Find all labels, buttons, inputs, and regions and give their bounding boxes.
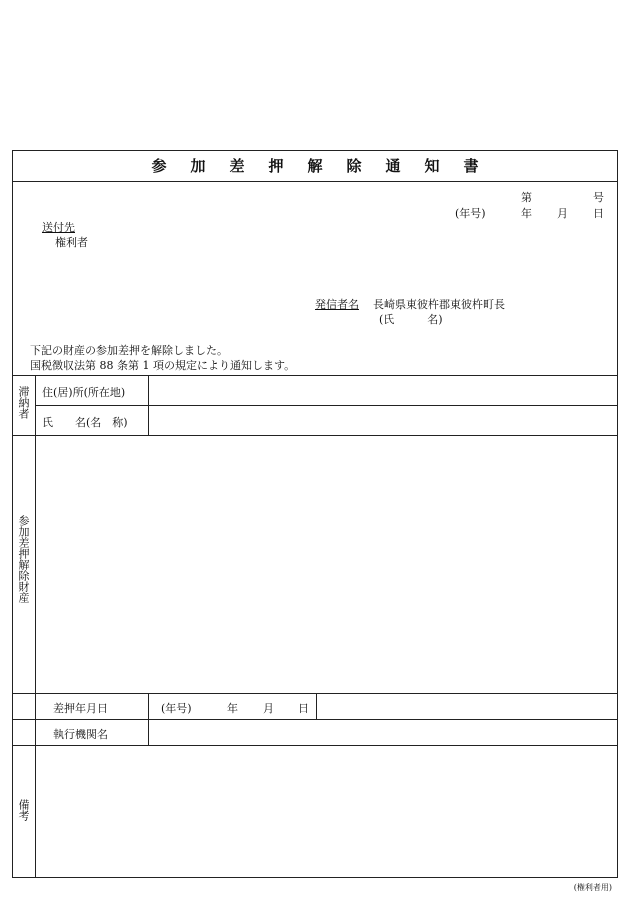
form-title: 参加差押解除通知書 xyxy=(151,157,503,175)
divider xyxy=(13,719,617,720)
doc-number-dai: 第 xyxy=(521,191,532,204)
seizure-date-day: 日 xyxy=(298,702,309,715)
seizure-date-year: 年 xyxy=(227,702,238,715)
divider xyxy=(13,435,617,436)
seizure-date-month: 月 xyxy=(263,702,274,715)
agency-label: 執行機関名 xyxy=(53,728,108,741)
divider xyxy=(13,375,617,376)
address-label: 住(居)所(所在地) xyxy=(42,386,126,399)
date-month: 月 xyxy=(557,207,568,220)
recipient-name: 権利者 xyxy=(55,236,88,249)
seizure-date-end-divider xyxy=(316,693,317,719)
name-label: 氏 名(名 称) xyxy=(42,416,128,429)
sender-shimei: (氏 名) xyxy=(379,313,443,326)
date-day: 日 xyxy=(593,207,604,220)
side-column-divider xyxy=(35,375,36,877)
divider xyxy=(13,745,617,746)
date-year: 年 xyxy=(521,207,532,220)
sender-label: 発信者名 xyxy=(315,298,359,311)
sender-name: 長崎県東彼杵郡東彼杵町長 xyxy=(373,298,505,311)
property-side-label: 参加差押解除財産 xyxy=(17,515,30,603)
seizure-date-label: 差押年月日 xyxy=(53,702,108,715)
remarks-side-label: 備考 xyxy=(17,799,30,821)
recipient-label: 送付先 xyxy=(42,221,75,234)
body-line-2: 国税徴収法第 88 条第 1 項の規定により通知します。 xyxy=(30,359,296,372)
body-line-1: 下記の財産の参加差押を解除しました。 xyxy=(30,344,228,357)
copy-designation: (権利者用) xyxy=(573,883,612,892)
notice-form xyxy=(12,150,618,878)
divider xyxy=(13,181,617,182)
divider xyxy=(13,693,617,694)
doc-number-go: 号 xyxy=(593,191,604,204)
seizure-date-era: (年号) xyxy=(161,702,192,715)
delinquent-side-label: 滞納者 xyxy=(17,386,30,419)
divider xyxy=(35,405,617,406)
date-era: (年号) xyxy=(455,207,486,220)
